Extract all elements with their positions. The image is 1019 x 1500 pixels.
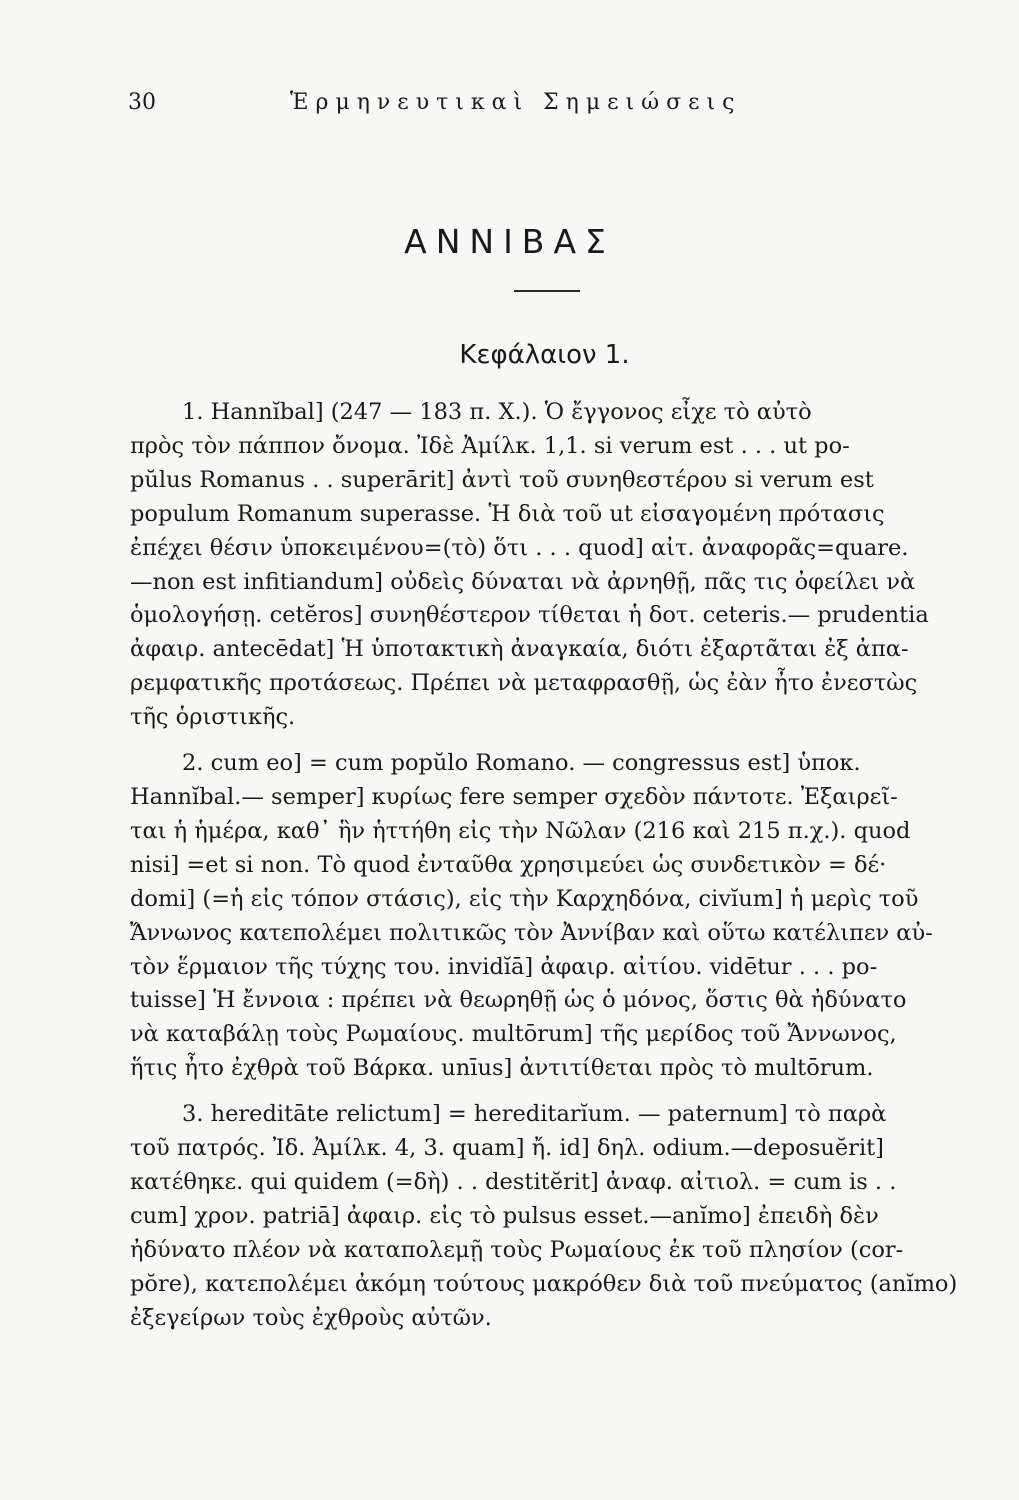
note-line: nisi] =et si non. Τὸ quod ἐνταῦθα χρησιμεύει ὡς συνδετικὸν = δέ·	[130, 851, 887, 878]
note-1	[130, 396, 975, 735]
note-line: —non est infitiandum] οὐδεὶς δύναται νὰ ἀρνηθῇ, πᾶς τις ὀφείλει νὰ	[130, 568, 916, 595]
note-line: ἐπέχει θέσιν ὑποκειμένου=(τὸ) ὅτι . . . quod] αἰτ. ἀναφορᾶς=quare.	[130, 534, 909, 561]
note-line: κατέθηκε. qui quidem (=δὴ) . . destitĕrit] ἀναφ. αἰτιολ. = cum is . .	[130, 1168, 897, 1195]
note-line: 2. cum eo] = cum popŭlo Romano. — congressus est] ὑποκ.	[182, 750, 861, 777]
title-divider	[514, 290, 580, 292]
note-line: tuisse] Ἡ ἔννοια : πρέπει νὰ θεωρηθῇ ὡς ὁ μόνος, ὅστις θὰ ἠδύνατο	[130, 987, 907, 1014]
note-line: τὸν ἕρμαιον τῆς τύχης του. invidĭā] ἀφαιρ. αἰτίου. vidētur . . . po-	[130, 953, 878, 980]
running-title: Ἑρμηνευτικαὶ Σημειώσεις	[290, 90, 742, 115]
note-line: ὁμολογήσῃ. cetĕros] συνηθέστερον τίθεται ἡ δοτ. ceteris.— prudentia	[130, 602, 929, 629]
note-line: ἐξεγείρων τοὺς ἐχθροὺς αὐτῶν.	[130, 1304, 492, 1331]
page-number: 30	[128, 90, 156, 115]
note-line: τῆς ὁριστικῆς.	[130, 704, 296, 731]
note-line: νὰ καταβάλῃ τοὺς Ρωμαίους. multōrum] τῆς μερίδος τοῦ Ἄννωνος,	[130, 1021, 897, 1048]
note-line: pŏre), κατεπολέμει ἀκόμη τούτους μακρόθεν διὰ τοῦ πνεύματος (anĭmo)	[130, 1270, 958, 1297]
note-line: populum Romanum superasse. Ἡ διὰ τοῦ ut εἰσαγομένη πρότασις	[130, 500, 885, 527]
note-2	[130, 747, 975, 1086]
note-line: Ἄννωνος κατεπολέμει πολιτικῶς τὸν Ἀννίβαν καὶ οὕτω κατέλιπεν αὐ-	[130, 919, 933, 946]
note-line: πρὸς τὸν πάππον ὄνομα. Ἰδὲ Ἀμίλκ. 1,1. si verum est . . . ut po-	[130, 432, 850, 459]
note-line: τοῦ πατρός. Ἰδ. Ἀμίλκ. 4, 3. quam] ἤ. id] δηλ. odium.—deposuĕrit]	[130, 1135, 884, 1162]
note-line: cum] χρον. patriā] ἀφαιρ. εἰς τὸ pulsus esset.—anĭmo] ἐπειδὴ δὲν	[130, 1202, 879, 1229]
commentary-notes	[130, 396, 975, 1347]
section-title: Κεφάλαιον 1.	[459, 340, 630, 370]
note-line: Hannĭbal.— semper] κυρίως fere semper σχεδὸν πάντοτε. Ἐξαιρεῖ-	[130, 783, 898, 810]
note-line: ἠδύνατο πλέον νὰ καταπολεμῇ τοὺς Ρωμαίους ἐκ τοῦ πλησίον (cor-	[130, 1236, 904, 1263]
note-line: pŭlus Romanus . . superārit] ἀντὶ τοῦ συνηθεστέρου si verum est	[130, 466, 874, 493]
chapter-title: ΑΝΝΙΒΑΣ	[404, 222, 615, 261]
note-line: 3. hereditāte relictum] = hereditarĭum. — paternum] τὸ παρὰ	[182, 1101, 887, 1128]
note-line: ἥτις ἦτο ἐχθρὰ τοῦ Βάρκα. unīus] ἀντιτίθεται πρὸς τὸ multōrum.	[130, 1055, 874, 1082]
note-line: ἀφαιρ. antecēdat] Ἡ ὑποτακτικὴ ἀναγκαία, διότι ἐξαρτᾶται ἐξ ἀπα-	[130, 636, 909, 663]
note-3	[130, 1098, 975, 1335]
note-line: ρεμφατικῆς προτάσεως. Πρέπει νὰ μεταφρασθῇ, ὡς ἐὰν ἦτο ἐνεστὼς	[130, 670, 918, 697]
note-line: 1. Hannĭbal] (247 — 183 π. Χ.). Ὁ ἔγγονος εἶχε τὸ αὐτὸ	[182, 399, 812, 425]
note-line: ται ἡ ἡμέρα, καθ᾽ ἣν ἡττήθη εἰς τὴν Νῶλαν (216 καὶ 215 π.χ.). quod	[130, 817, 911, 844]
note-line: domi] (=ἡ εἰς τόπον στάσις), εἰς τὴν Καρχηδόνα, civĭum] ἡ μερὶς τοῦ	[130, 885, 919, 912]
